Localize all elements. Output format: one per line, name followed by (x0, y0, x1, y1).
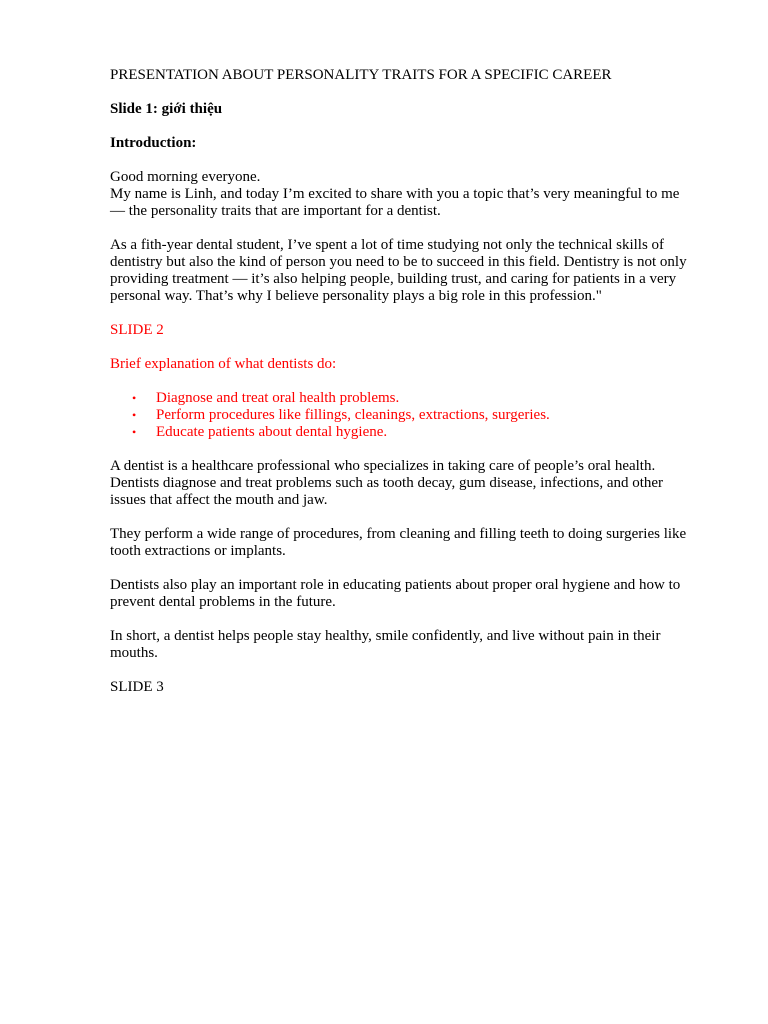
introduction-heading: Introduction: (110, 135, 197, 151)
procedures-paragraph: They perform a wide range of procedures, from cleaning and filling teeth to doing surgeries like tooth extractions or implants. (110, 526, 687, 559)
intro-paragraph: My name is Linh, and today I’m excited to share with you a topic that’s very meaningful to me — the personality traits that are important for a dentist. (110, 186, 680, 219)
student-paragraph: As a fith-year dental student, I’ve spent a lot of time studying not only the technical skills of dentistry but also the kind of person you need to be to succeed in this field. Dentistry is not only providing treatment — it’s also helping people, building trust, and caring for patients in a very personal way. That’s why I believe personality plays a big role in this profession." (110, 237, 687, 304)
list-item-text: Diagnose and treat oral health problems. (156, 390, 400, 406)
document-title: PRESENTATION ABOUT PERSONALITY TRAITS FOR A SPECIFIC CAREER (110, 67, 612, 83)
education-paragraph: Dentists also play an important role in educating patients about proper oral hygiene and how to prevent dental problems in the future. (110, 577, 681, 610)
slide3-heading: SLIDE 3 (110, 679, 164, 695)
bullet-icon: • (132, 408, 137, 422)
list-item-text: Educate patients about dental hygiene. (156, 424, 388, 440)
list-item (132, 424, 690, 441)
document-page (110, 67, 690, 713)
slide1-heading: Slide 1: giới thiệu (110, 101, 223, 117)
slide2-subheading: Brief explanation of what dentists do: (110, 356, 337, 372)
list-item (132, 390, 690, 407)
bullet-icon: • (132, 391, 137, 405)
slide2-bullet-list (110, 390, 690, 441)
summary-paragraph: In short, a dentist helps people stay healthy, smile confidently, and live without pain in their mouths. (110, 628, 661, 661)
slide2-heading: SLIDE 2 (110, 322, 164, 338)
greeting-line: Good morning everyone. (110, 169, 261, 185)
dentist-paragraph: A dentist is a healthcare professional who specializes in taking care of people’s oral health. Dentists diagnose and treat problems such as tooth decay, gum disease, infections, and other issues that affect the mouth and jaw. (110, 458, 664, 508)
list-item (132, 407, 690, 424)
bullet-icon: • (132, 425, 137, 439)
list-item-text: Perform procedures like fillings, cleanings, extractions, surgeries. (156, 407, 550, 423)
